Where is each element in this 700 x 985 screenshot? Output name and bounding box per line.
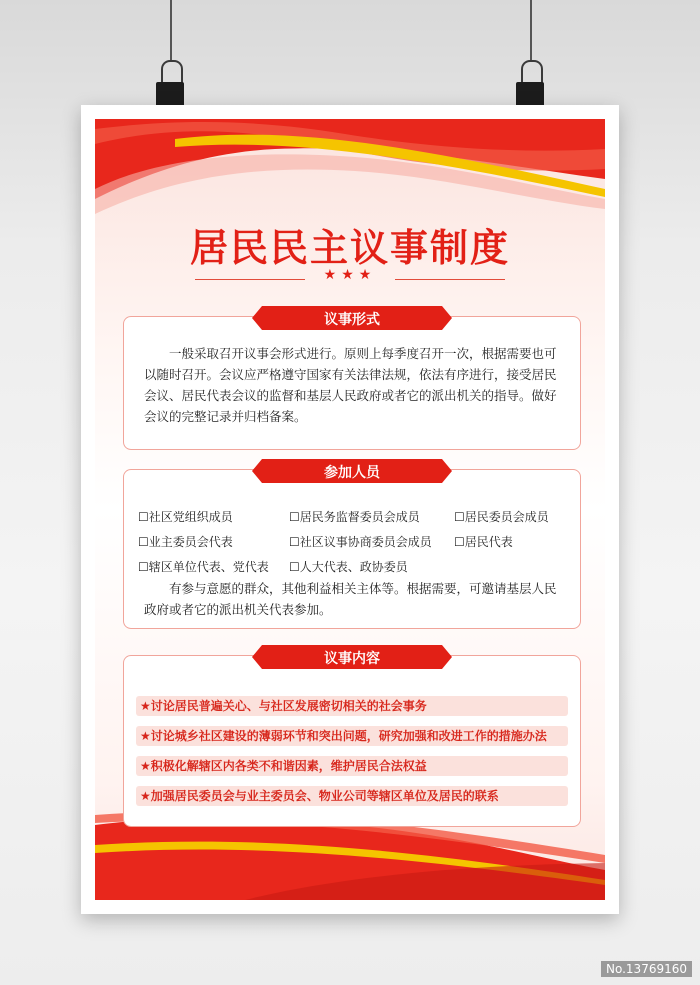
section-tab <box>252 459 452 483</box>
checkbox-icon: ☐ <box>454 510 465 524</box>
top-wave-decoration <box>95 119 605 229</box>
hanging-wire-left <box>170 0 172 62</box>
checkbox-icon: ☐ <box>138 535 149 549</box>
participant-item: ☐辖区单位代表、党代表 <box>138 560 269 574</box>
image-id-watermark: No.13769160 <box>601 961 692 977</box>
page-title: 居民民主议事制度 <box>189 226 510 270</box>
checkbox-icon: ☐ <box>138 560 149 574</box>
participants-note: 有参与意愿的群众，其他利益相关主体等。根据需要，可邀请基层人民政府或者它的派出机关代表参加。 <box>144 581 557 617</box>
participant-item: ☐居民委员会成员 <box>454 510 549 524</box>
agenda-item: ★讨论城乡社区建设的薄弱环节和突出问题，研究加强和改进工作的措施办法 <box>136 726 568 746</box>
title-stars: ★★★ <box>323 267 377 283</box>
section-agenda <box>123 651 581 827</box>
participant-item: ☐社区党组织成员 <box>138 510 233 524</box>
poster-content <box>95 119 605 900</box>
section-tab <box>252 645 452 669</box>
section-paragraph: 一般采取召开议事会形式进行。原则上每季度召开一次，根据需要也可以随时召开。会议应严格遵守国家有关法律法规，依法有序进行，接受居民会议、居民代表会议的监督和基层人民政府或者它的派出机关的指导。做好会议的完整记录并归档备案。 <box>144 346 557 424</box>
checkbox-icon: ☐ <box>289 510 300 524</box>
section-heading: 议事内容 <box>324 651 380 667</box>
section-heading: 参加人员 <box>324 465 380 481</box>
agenda-item: ★加强居民委员会与业主委员会、物业公司等辖区单位及居民的联系 <box>136 786 568 806</box>
participant-item: ☐业主委员会代表 <box>138 535 233 549</box>
checkbox-icon: ☐ <box>454 535 465 549</box>
agenda-item: ★讨论居民普遍关心、与社区发展密切相关的社会事务 <box>136 696 568 716</box>
section-tab <box>252 306 452 330</box>
participant-item: ☐居民务监督委员会成员 <box>289 510 420 524</box>
participant-item: ☐社区议事协商委员会成员 <box>289 535 432 549</box>
checkbox-icon: ☐ <box>289 535 300 549</box>
agenda-item: ★积极化解辖区内各类不和谐因素，维护居民合法权益 <box>136 756 568 776</box>
participant-item: ☐人大代表、政协委员 <box>289 560 408 574</box>
participant-item: ☐居民代表 <box>454 535 513 549</box>
hanging-wire-right <box>530 0 532 62</box>
checkbox-icon: ☐ <box>138 510 149 524</box>
section-participants <box>123 465 581 629</box>
section-heading: 议事形式 <box>324 312 380 328</box>
checkbox-icon: ☐ <box>289 560 300 574</box>
section-meeting-form <box>123 312 581 450</box>
poster <box>81 105 619 914</box>
